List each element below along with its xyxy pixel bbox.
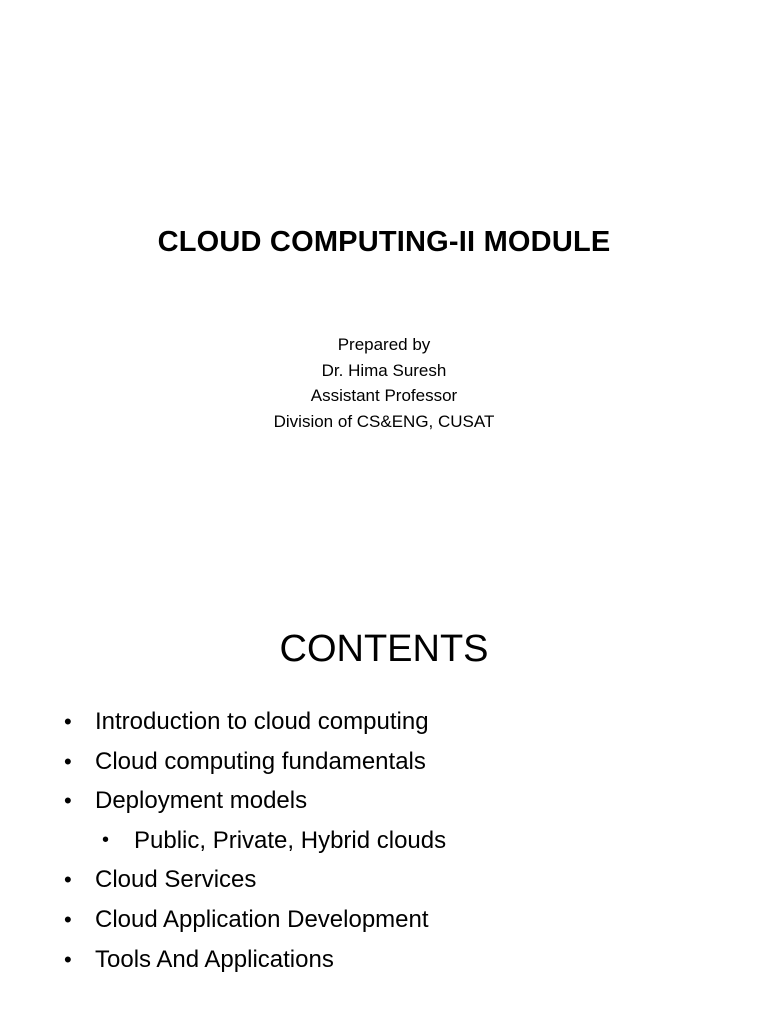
- list-item: [64, 900, 744, 940]
- bullet-icon: •: [64, 788, 72, 814]
- list-item: [64, 742, 744, 782]
- list-item-text: Deployment models: [95, 787, 308, 815]
- bullet-icon: •: [64, 709, 72, 734]
- list-item-text: Cloud computing fundamentals: [95, 747, 426, 775]
- list-item-text: Public, Private, Hybrid clouds: [134, 826, 447, 854]
- list-item-text: Tools And Applications: [95, 945, 334, 973]
- contents-slide: [0, 512, 768, 1024]
- bullet-icon: •: [64, 867, 72, 893]
- bullet-icon: •: [64, 748, 72, 774]
- bullet-icon: •: [102, 828, 110, 851]
- list-item-text: Cloud Application Development: [95, 905, 429, 933]
- list-item-text: Cloud Services: [95, 866, 257, 894]
- list-item: [64, 860, 744, 900]
- author-block: [0, 332, 768, 434]
- list-item: [64, 702, 744, 742]
- list-item: [64, 940, 744, 980]
- bullet-icon: •: [64, 906, 72, 932]
- prepared-by-line: Prepared by: [337, 335, 431, 354]
- author-designation: Assistant Professor: [310, 386, 458, 405]
- list-item-sub: [64, 821, 744, 861]
- slide-title: CLOUD COMPUTING-II MODULE: [157, 226, 611, 258]
- list-item-text: Introduction to cloud computing: [95, 708, 429, 735]
- author-affiliation: Division of CS&ENG, CUSAT: [273, 411, 495, 431]
- author-name: Dr. Hima Suresh: [321, 360, 447, 380]
- list-item: [64, 781, 744, 821]
- contents-list: [64, 702, 744, 979]
- bullet-icon: •: [64, 946, 72, 972]
- contents-title: CONTENTS: [279, 628, 489, 670]
